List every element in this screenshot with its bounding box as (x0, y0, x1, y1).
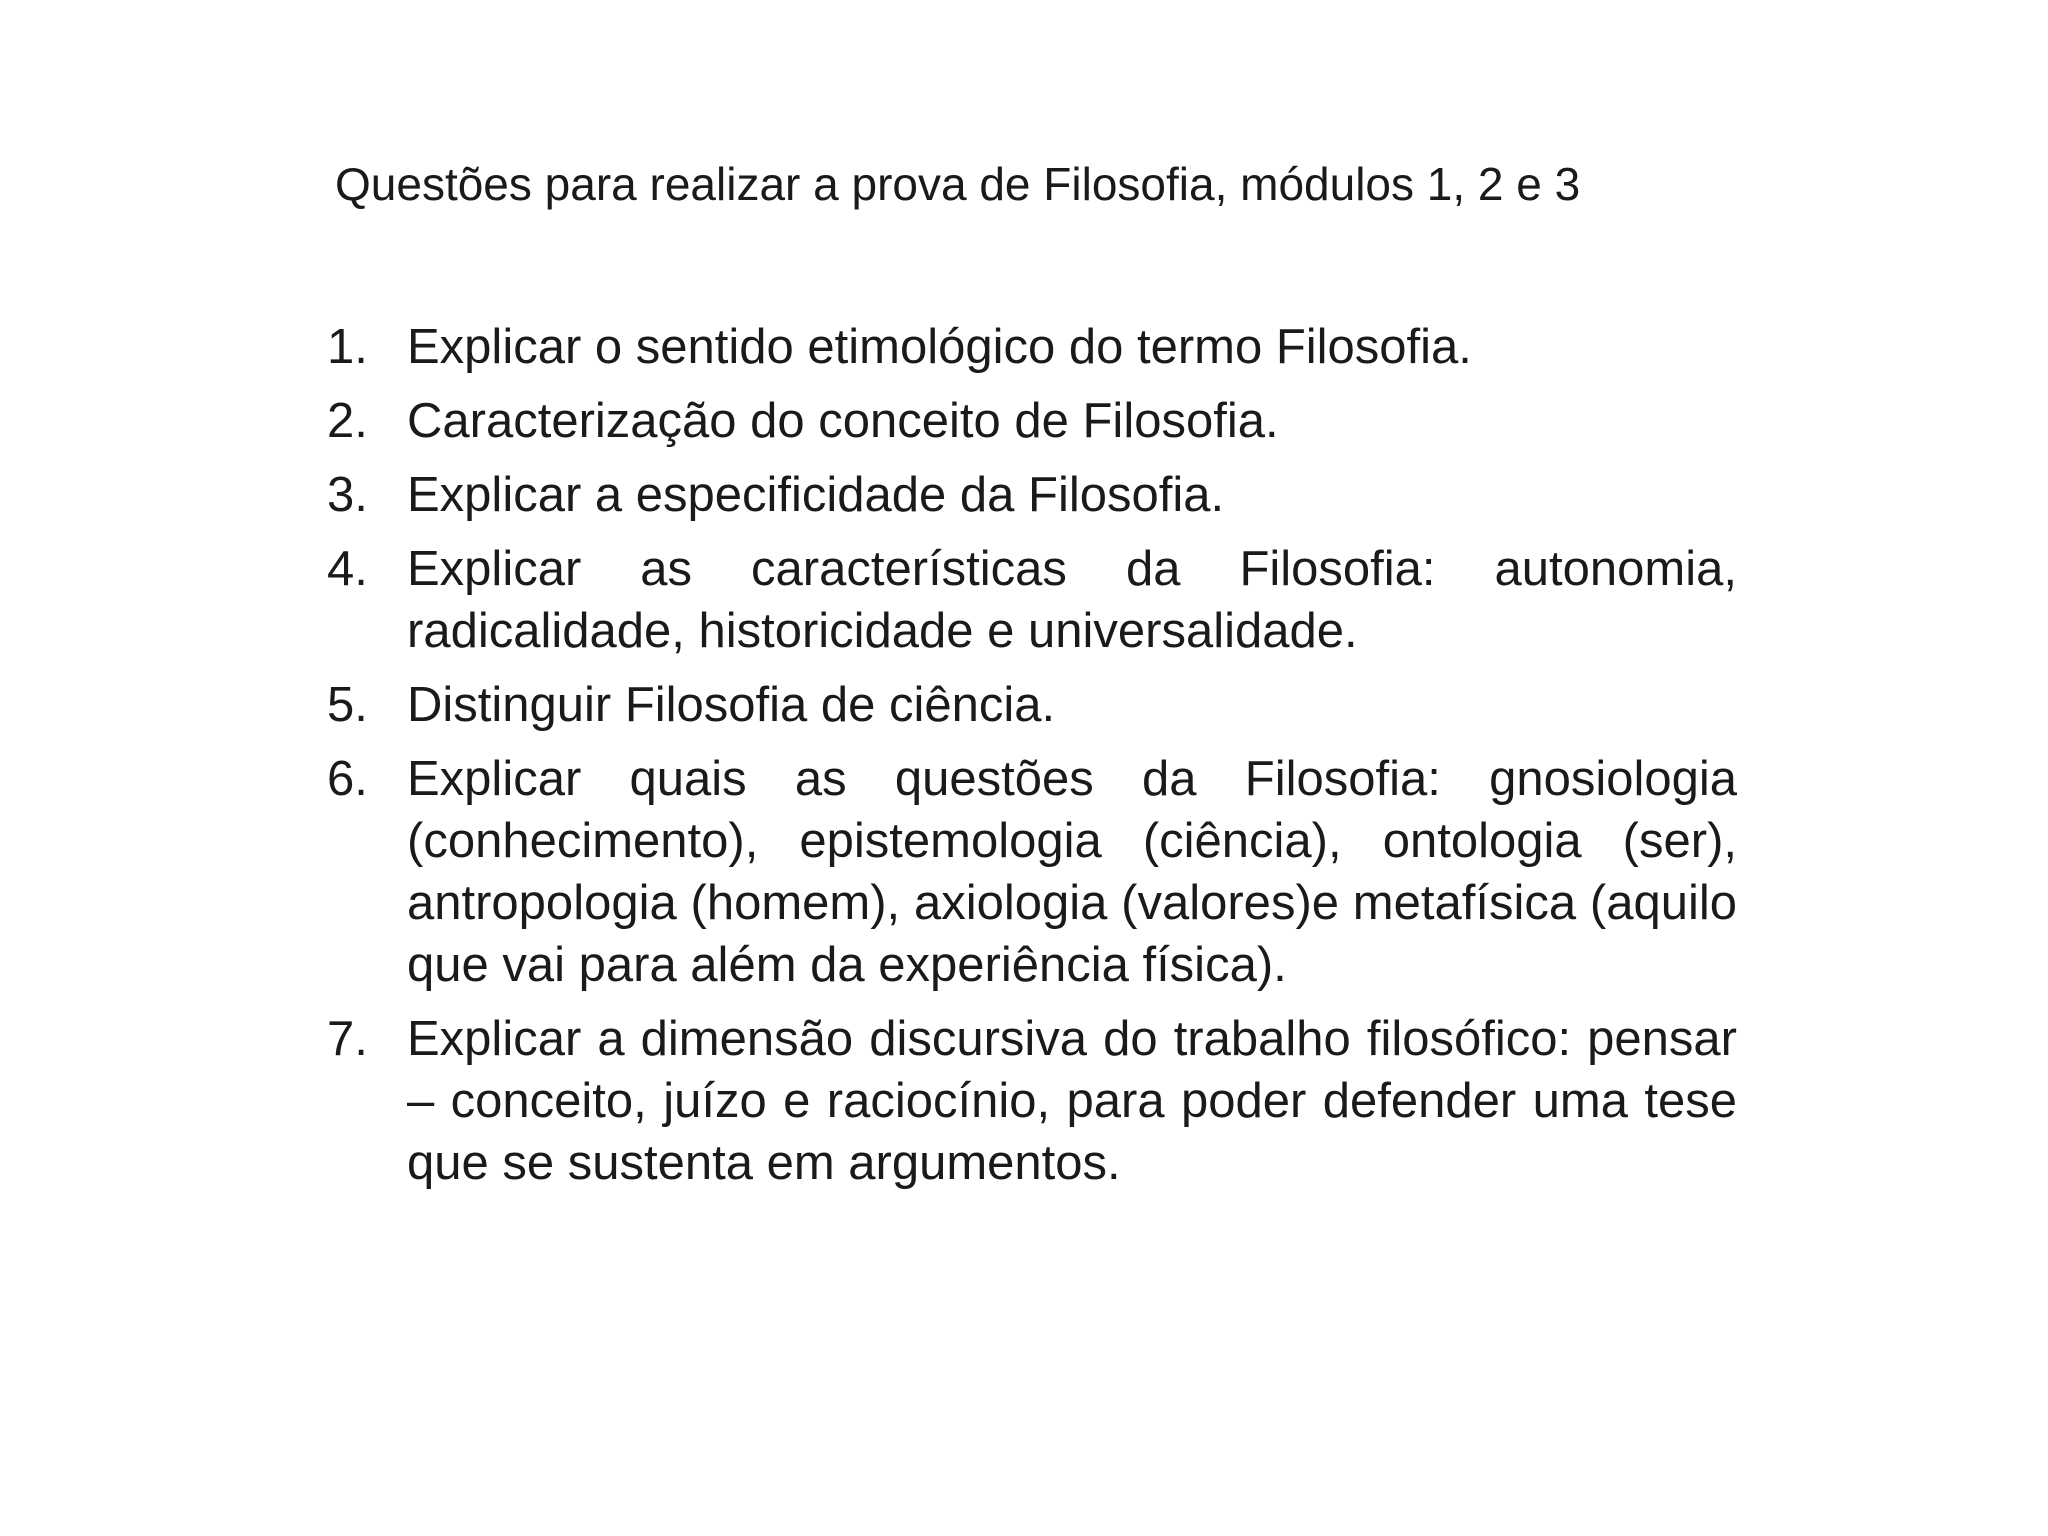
question-number: 4. (327, 542, 368, 596)
list-item (327, 674, 1737, 736)
question-number: 2. (327, 394, 368, 448)
list-item (327, 464, 1737, 526)
list-item (327, 390, 1737, 452)
question-text: Explicar as características da Filosofia: autonomia, radicalidade, historicidade e universalidade. (407, 542, 1737, 658)
question-text: Explicar quais as questões da Filosofia: gnosiologia (conhecimento), epistemologia (ciência), ontologia (ser), antropologia (homem), axiologia (valores)e metafísica (aquilo que vai para além da experiência física). (407, 752, 1737, 992)
question-number: 6. (327, 752, 368, 806)
question-number: 3. (327, 468, 368, 522)
question-number: 7. (327, 1012, 368, 1066)
question-text: Caracterização do conceito de Filosofia. (407, 394, 1279, 448)
question-number: 5. (327, 678, 368, 732)
questions-list (327, 316, 1737, 1206)
list-item (327, 1008, 1737, 1194)
question-text: Explicar o sentido etimológico do termo Filosofia. (407, 320, 1472, 374)
list-item (327, 748, 1737, 996)
list-item (327, 538, 1737, 662)
question-text: Explicar a dimensão discursiva do trabalho filosófico: pensar – conceito, juízo e raciocínio, para poder defender uma tese que se sustenta em argumentos. (407, 1012, 1737, 1190)
document-title: Questões para realizar a prova de Filosofia, módulos 1, 2 e 3 (335, 158, 1581, 210)
question-number: 1. (327, 320, 368, 374)
question-text: Distinguir Filosofia de ciência. (407, 678, 1056, 732)
question-text: Explicar a especificidade da Filosofia. (407, 468, 1225, 522)
list-item (327, 316, 1737, 378)
